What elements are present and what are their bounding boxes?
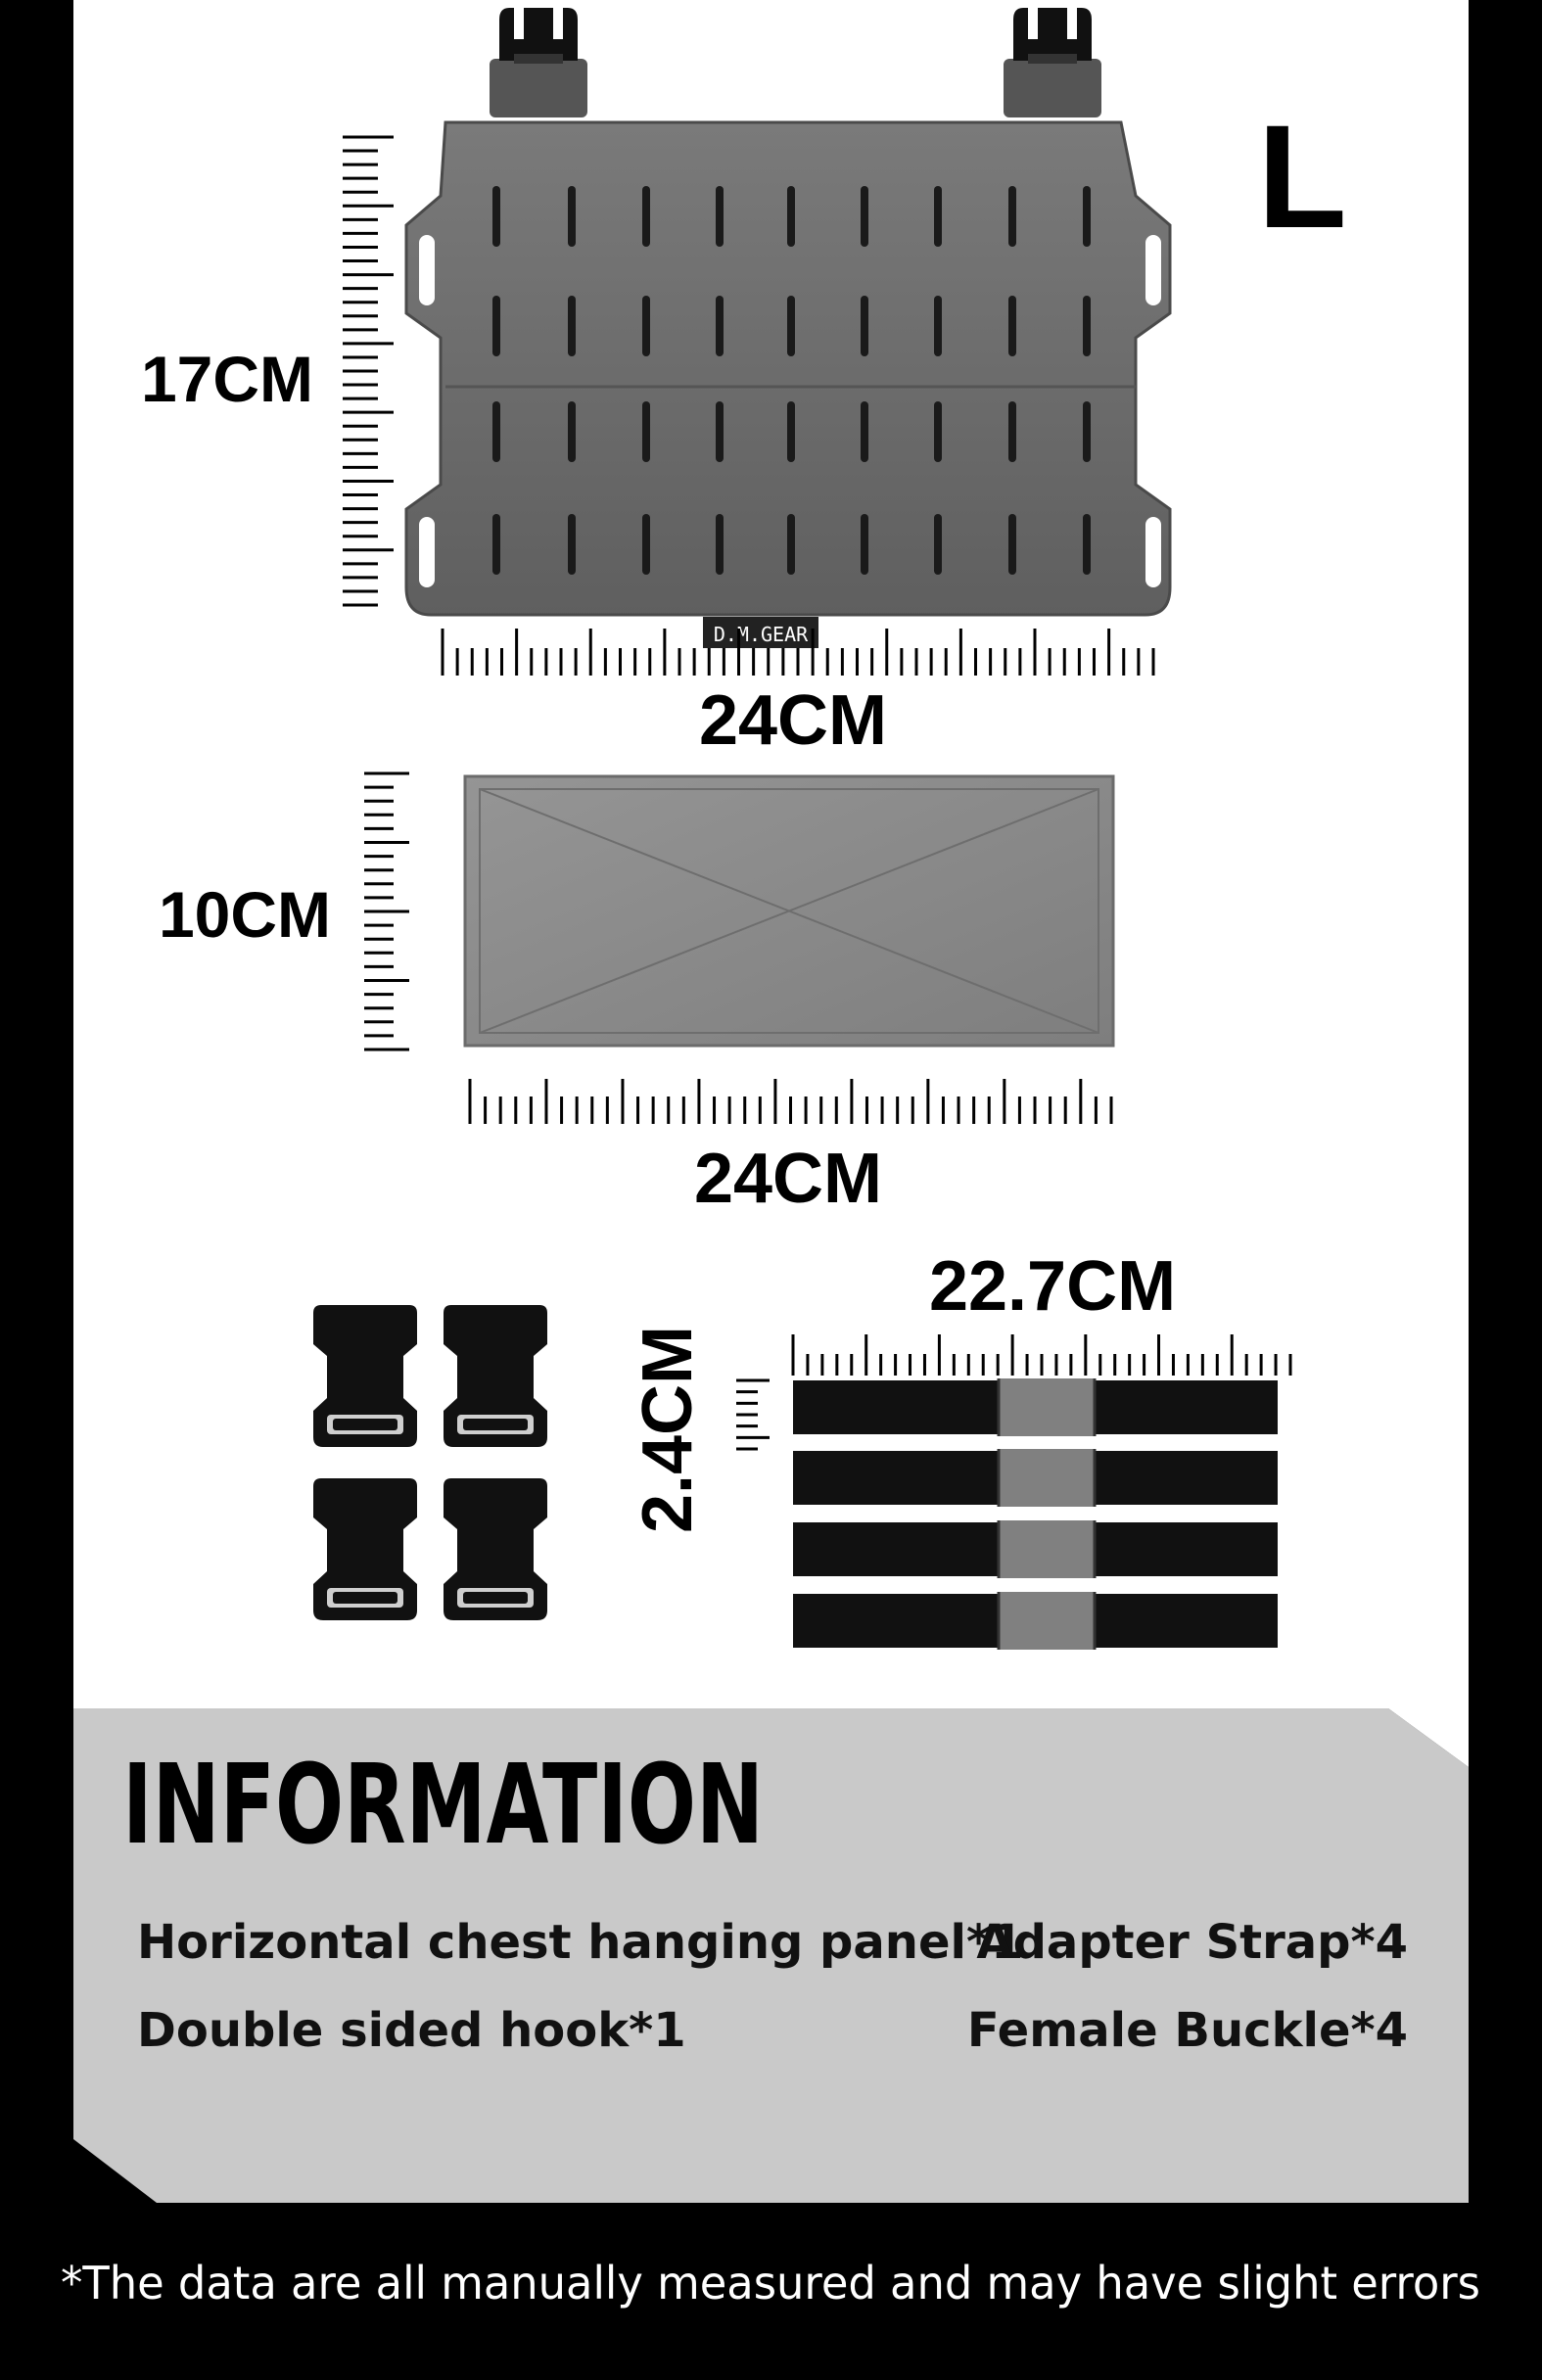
molle-slot xyxy=(934,514,942,575)
hook-width-label: 24CM xyxy=(693,1140,883,1218)
female-buckle xyxy=(313,1478,417,1620)
panel-height-label: 17CM xyxy=(140,343,314,415)
molle-slot xyxy=(568,296,576,356)
female-buckle xyxy=(444,1305,547,1447)
molle-slot xyxy=(642,401,650,462)
info-item-hook: Double sided hook*1 xyxy=(137,2003,686,2058)
hook-height-label: 10CM xyxy=(158,878,332,951)
info-item-female-buckle: Female Buckle*4 xyxy=(966,2003,1408,2058)
molle-slot xyxy=(787,401,795,462)
molle-slot xyxy=(1008,296,1016,356)
adapter-strap xyxy=(793,1378,1278,1436)
female-buckle xyxy=(313,1305,417,1447)
top-left-buckle xyxy=(490,8,587,117)
info-item-panel: Horizontal chest hanging panel*1 xyxy=(137,1915,1024,1970)
loop-right-bottom xyxy=(1145,517,1161,587)
molle-slot xyxy=(1083,186,1091,247)
molle-slot xyxy=(642,186,650,247)
molle-slot xyxy=(492,296,500,356)
panel-width-label: 24CM xyxy=(698,681,888,760)
footnote: *The data are all manually measured and may have slight errors xyxy=(61,2257,1480,2310)
adapter-strap xyxy=(793,1592,1278,1650)
molle-slot xyxy=(716,401,724,462)
molle-slot xyxy=(568,186,576,247)
top-right-buckle xyxy=(1004,8,1101,117)
information-section xyxy=(73,1708,1469,2203)
molle-slot xyxy=(568,514,576,575)
molle-slot xyxy=(1008,186,1016,247)
molle-slot xyxy=(787,186,795,247)
molle-slot xyxy=(787,296,795,356)
molle-slot xyxy=(934,296,942,356)
molle-slot xyxy=(861,514,868,575)
hook-panel xyxy=(465,776,1113,1046)
molle-slot xyxy=(642,514,650,575)
brand-tag-text: D.M.GEAR xyxy=(713,623,809,646)
info-item-adapter-strap: Adapter Strap*4 xyxy=(976,1915,1408,1970)
molle-slot xyxy=(1083,296,1091,356)
adapter-strap xyxy=(793,1449,1278,1507)
molle-slot xyxy=(716,186,724,247)
molle-slot xyxy=(1083,401,1091,462)
molle-slot xyxy=(1008,514,1016,575)
loop-right-top xyxy=(1145,235,1161,305)
loop-left-bottom xyxy=(419,517,435,587)
molle-slot xyxy=(934,186,942,247)
strap-width-label: 2.4CM xyxy=(629,1325,707,1534)
molle-slot xyxy=(934,401,942,462)
molle-slot xyxy=(492,186,500,247)
adapter-strap xyxy=(793,1520,1278,1578)
molle-slot xyxy=(492,401,500,462)
size-label: L xyxy=(1257,94,1347,258)
molle-slot xyxy=(861,296,868,356)
molle-slot xyxy=(716,296,724,356)
molle-slot xyxy=(861,186,868,247)
molle-slot xyxy=(492,514,500,575)
molle-slot xyxy=(1083,514,1091,575)
female-buckle xyxy=(444,1478,547,1620)
molle-slot xyxy=(642,296,650,356)
molle-slot xyxy=(861,401,868,462)
information-title: INFORMATION xyxy=(122,1742,764,1869)
molle-slot xyxy=(1008,401,1016,462)
molle-slot xyxy=(716,514,724,575)
strap-length-label: 22.7CM xyxy=(928,1247,1177,1326)
molle-slot xyxy=(568,401,576,462)
loop-left-top xyxy=(419,235,435,305)
molle-slot xyxy=(787,514,795,575)
